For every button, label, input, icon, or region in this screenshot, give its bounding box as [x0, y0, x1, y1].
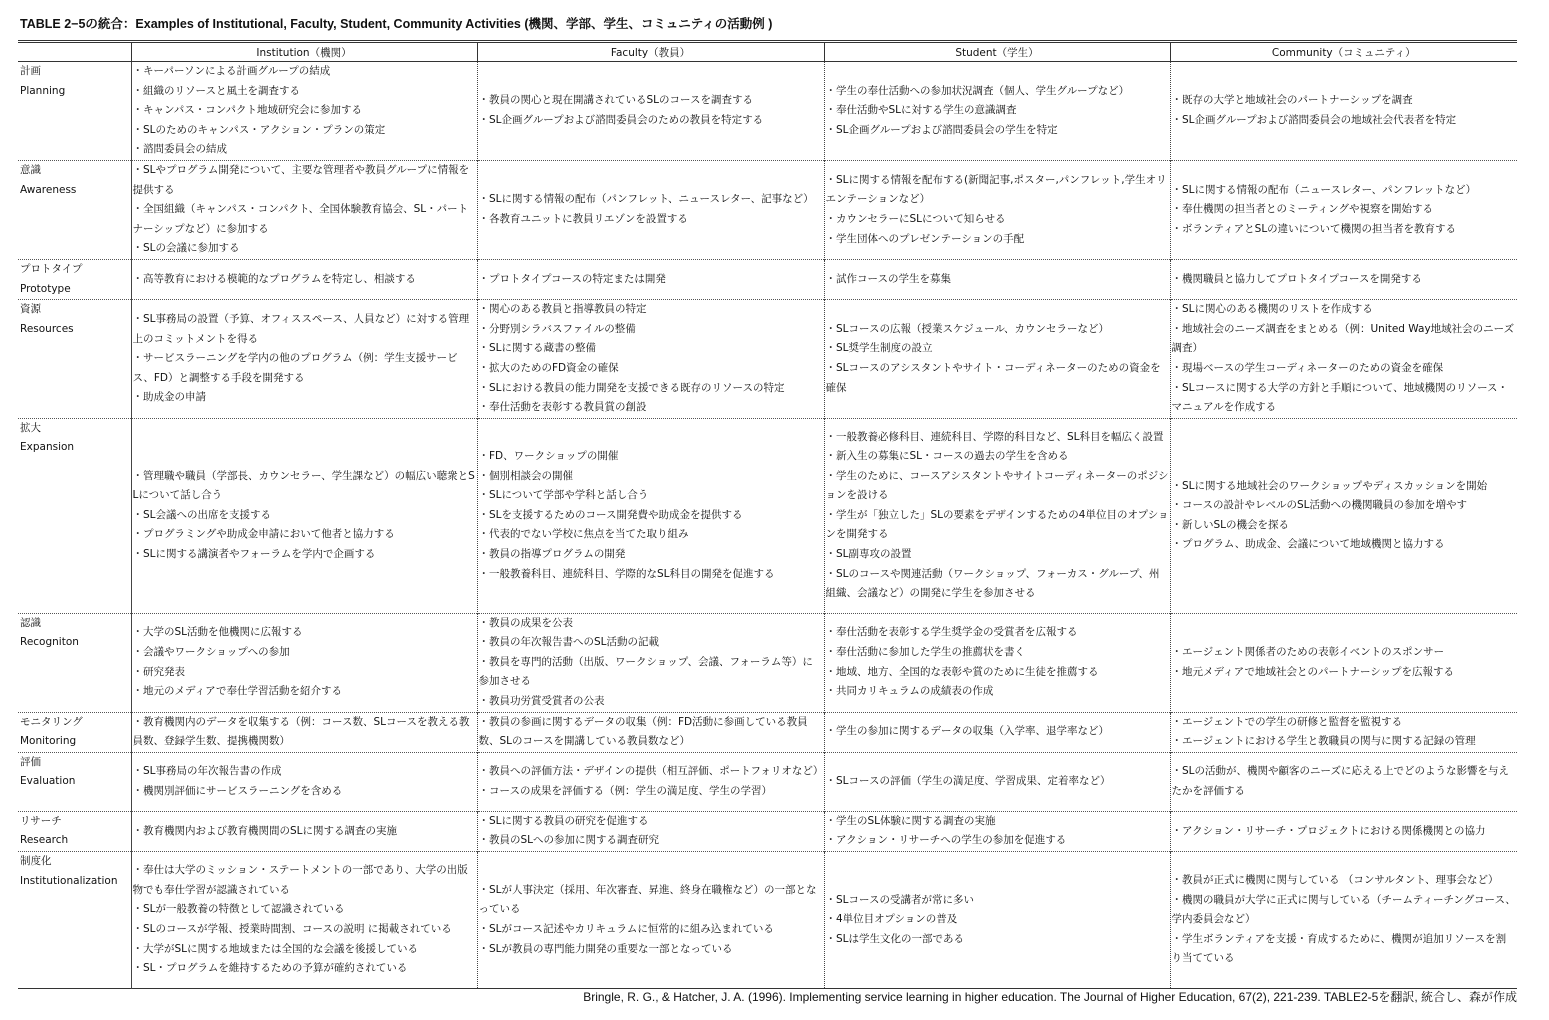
- table-row: [18, 300, 1517, 419]
- activity-item: ・エージェントでの学生の研修と監督を監視する: [1171, 715, 1403, 728]
- activity-item: ・機関職員と協力してプロトタイプコースを開発する: [1171, 272, 1422, 285]
- category-english: Research: [20, 834, 69, 847]
- activity-item: ・SLに関する情報の配布（ニュースレター、パンフレットなど）: [1171, 183, 1477, 196]
- activity-item: ・4単位目オプションの普及: [825, 913, 958, 926]
- table-row: [18, 852, 1517, 989]
- activity-item: ・奉仕機関の担当者とのミーティングや視察を開始する: [1171, 203, 1433, 216]
- community-cell: [1170, 712, 1517, 752]
- category-cell: [18, 418, 131, 613]
- activity-item: ・SLについて学部や学科と話し合う: [478, 489, 649, 502]
- activity-item: ・SL・プログラムを維持するための予算が確約されている: [132, 962, 408, 975]
- activity-item: ・教員の指導プログラムの開発: [478, 548, 626, 561]
- category-japanese: 計画: [20, 65, 41, 77]
- activity-item: ・学生のSL体験に関する調査の実施: [825, 814, 996, 827]
- activity-item: ・SL企画グループおよび諮問委員会の学生を特定: [825, 123, 1058, 136]
- table-row: [18, 418, 1517, 613]
- activity-item: ・SLに関する教員の研究を促進する: [478, 814, 649, 827]
- faculty-cell: [477, 811, 824, 851]
- activity-item: ・教員の成果を公表: [478, 616, 573, 629]
- faculty-cell: [477, 418, 824, 613]
- header-category: [18, 42, 131, 62]
- student-cell: [824, 613, 1170, 712]
- community-cell: [1170, 160, 1517, 259]
- category-english: Prototype: [20, 282, 71, 295]
- activity-item: ・SLが教員の専門能力開発の重要な一部となっている: [478, 942, 733, 955]
- activity-item: ・エージェントにおける学生と教職員の関与に関する記録の管理: [1171, 735, 1476, 748]
- institution-cell: [131, 752, 477, 811]
- activity-item: ・SLに関する地域社会のワークショップやディスカッションを開始: [1171, 479, 1488, 492]
- student-cell: [824, 712, 1170, 752]
- source-citation: Bringle, R. G., & Hatcher, J. A. (1996). Implementing service learning in higher education. The Journal of Higher Education, 67(2), 221-239. TABLE2-5を翻訳, 統合し、森が作成: [583, 990, 1517, 1004]
- activity-item: ・新入生の募集にSL・コースの過去の学生を含める: [825, 450, 1069, 463]
- category-cell: [18, 62, 131, 161]
- category-japanese: 認識: [20, 616, 41, 629]
- community-cell: [1170, 62, 1517, 161]
- table-row: [18, 160, 1517, 259]
- activity-item: ・SL副専攻の設置: [825, 548, 912, 561]
- activity-item: ・SLの活動が、機関や顧客のニーズに応える上でどのような影響を与えたかを評価する: [1171, 765, 1509, 797]
- category-english: Resources: [20, 322, 74, 335]
- activity-item: ・エージェント関係者のための表彰イベントのスポンサー: [1171, 646, 1445, 659]
- activity-item: ・FD、ワークショップの開催: [478, 450, 619, 463]
- table-title: TABLE 2−5の統合：Examples of Institutional, Faculty, Student, Community Activities (機関、学部、学生、コミュニティの活動例 ): [20, 17, 773, 31]
- activity-item: ・代表的でない学校に焦点を当てた取り組み: [478, 528, 689, 541]
- activity-item: ・学生団体へのプレゼンテーションの手配: [825, 232, 1025, 245]
- community-cell: [1170, 613, 1517, 712]
- community-cell: [1170, 752, 1517, 811]
- activity-item: ・SLが人事決定（採用、年次審査、昇進、終身在職権など）の一部となっている: [478, 883, 817, 916]
- student-cell: [824, 852, 1170, 989]
- activity-item: ・地域、地方、全国的な表彰や賞のために生徒を推薦する: [825, 665, 1099, 678]
- activity-item: ・SL奨学生制度の設立: [825, 342, 933, 355]
- faculty-cell: [477, 752, 824, 811]
- category-japanese: 拡大: [20, 421, 41, 434]
- activity-item: ・助成金の申請: [132, 391, 206, 404]
- faculty-cell: [477, 613, 824, 712]
- category-cell: [18, 259, 131, 299]
- institution-cell: [131, 852, 477, 989]
- activity-item: ・SLに関する講演者やフォーラムを学内で企画する: [132, 548, 376, 561]
- activity-item: ・カウンセラーにSLについて知らせる: [825, 212, 1006, 225]
- table-row: [18, 259, 1517, 299]
- activity-item: ・SLコースの受講者が常に多い: [825, 893, 974, 906]
- activity-item: ・機関別評価にサービスラーニングを含める: [132, 784, 343, 797]
- category-cell: [18, 160, 131, 259]
- activity-item: ・奉仕活動を表彰する教員賞の創設: [478, 401, 647, 414]
- institution-cell: [131, 418, 477, 613]
- activity-item: ・新しいSLの機会を探る: [1171, 518, 1290, 531]
- activity-item: ・SLに関心のある機関のリストを作成する: [1171, 303, 1373, 316]
- community-cell: [1170, 300, 1517, 419]
- activity-item: ・教員功労賞受賞者の公表: [478, 695, 605, 708]
- table-row: [18, 712, 1517, 752]
- category-cell: [18, 752, 131, 811]
- activity-item: ・試作コースの学生を募集: [825, 272, 951, 285]
- institution-cell: [131, 613, 477, 712]
- category-japanese: 資源: [20, 303, 41, 316]
- activity-item: ・組織のリソースと風土を調査する: [132, 84, 300, 97]
- activity-item: ・SLがコース記述やカリキュラムに恒常的に組み込まれている: [478, 923, 774, 936]
- activity-item: ・拡大のためのFD資金の確保: [478, 361, 619, 374]
- activity-item: ・管理職や職員（学部長、カウンセラー、学生課など）の幅広い聴衆とSLについて話し合う: [132, 469, 475, 502]
- activity-item: ・奉仕は大学のミッション・ステートメントの一部であり、大学の出版物でも奉仕学習が認識されている: [132, 864, 468, 896]
- category-japanese: モニタリング: [20, 715, 83, 728]
- activity-item: ・各教育ユニットに教員リエゾンを設置する: [478, 212, 688, 225]
- table-body: [18, 62, 1517, 989]
- activity-item: ・SLにおける教員の能力開発を支援できる既存のリソースの特定: [478, 381, 785, 394]
- activities-table: [18, 40, 1517, 989]
- activities-table-wrapper: [18, 40, 1517, 989]
- header-faculty: Faculty（教員）: [477, 42, 824, 62]
- activity-item: ・教員への評価方法・デザインの提供（相互評価、ポートフォリオなど）: [478, 765, 824, 778]
- category-english: Recogniton: [20, 636, 79, 649]
- category-english: Institutionalization: [20, 874, 118, 887]
- activity-item: ・SLコースの広報（授業スケジュール、カウンセラーなど）: [825, 322, 1110, 335]
- activity-item: ・ボランティアとSLの違いについて機関の担当者を教育する: [1171, 222, 1456, 235]
- activity-item: ・教員のSLへの参加に関する調査研究: [478, 834, 660, 847]
- activity-item: ・コースの設計やレベルのSL活動への機関職員の参加を増やす: [1171, 499, 1467, 512]
- header-institution: Institution（機関）: [131, 42, 477, 62]
- category-japanese: 意識: [20, 163, 41, 176]
- activity-item: ・会議やワークショップへの参加: [132, 646, 290, 659]
- activity-item: ・教員の参画に関するデータの収集（例：FD活動に参画している教員数、SLのコースを開講している教員数など）: [478, 715, 808, 748]
- activity-item: ・SL企画グループおよび諮問委員会のための教員を特定する: [478, 113, 764, 126]
- category-english: Awareness: [20, 183, 77, 196]
- activity-item: ・教員の年次報告書へのSL活動の記載: [478, 636, 660, 649]
- table-row: [18, 752, 1517, 811]
- institution-cell: [131, 712, 477, 752]
- header-community: Community（コミュニティ）: [1170, 42, 1517, 62]
- activity-item: ・奉仕活動に参加した学生の推薦状を書く: [825, 646, 1025, 659]
- student-cell: [824, 752, 1170, 811]
- activity-item: ・学生ボランティアを支援・育成するために、機関が追加リソースを割り当てている: [1171, 932, 1507, 965]
- category-english: Expansion: [20, 441, 75, 454]
- activity-item: ・SL事務局の設置（予算、オフィススペース、人員など）に対する管理上のコミットメントを得る: [132, 312, 470, 345]
- activity-item: ・共同カリキュラムの成績表の作成: [825, 685, 994, 698]
- faculty-cell: [477, 62, 824, 161]
- faculty-cell: [477, 712, 824, 752]
- activity-item: ・SLコースのアシスタントやサイト・コーディネーターのための資金を確保: [825, 361, 1161, 394]
- activity-item: ・SLに関する情報を配布する(新聞記事,ポスター,パンフレット,学生オリエンテーションなど）: [825, 173, 1167, 206]
- faculty-cell: [477, 160, 824, 259]
- activity-item: ・コースの成果を評価する（例：学生の満足度、学生の学習）: [478, 784, 772, 797]
- student-cell: [824, 811, 1170, 851]
- activity-item: ・諮問委員会の結成: [132, 143, 227, 156]
- activity-item: ・SLを支援するためのコース開発費や助成金を提供する: [478, 508, 743, 521]
- category-cell: [18, 811, 131, 851]
- activity-item: ・大学のSL活動を他機関に広報する: [132, 626, 303, 639]
- activity-item: ・SLに関する蔵書の整備: [478, 342, 597, 355]
- header-student: Student（学生）: [824, 42, 1170, 62]
- activity-item: ・SLのコースが学報、授業時間割、コースの説明 に掲載されている: [132, 923, 452, 936]
- activity-item: ・分野別シラバスファイルの整備: [478, 322, 636, 335]
- table-row: [18, 613, 1517, 712]
- institution-cell: [131, 160, 477, 259]
- activity-item: ・教員を専門的活動（出版、ワークショップ、会議、フォーラム等）に参加させる: [478, 655, 813, 688]
- category-cell: [18, 613, 131, 712]
- header-row: [18, 42, 1517, 62]
- activity-item: ・高等教育における模範的なプログラムを特定し、相談する: [132, 272, 416, 285]
- activity-item: ・教員の関心と現在開講されているSLのコースを調査する: [478, 94, 753, 107]
- activity-item: ・学生の奉仕活動への参加状況調査（個人、学生グループなど）: [825, 84, 1130, 97]
- activity-item: ・SL企画グループおよび諮問委員会の地域社会代表者を特定: [1171, 113, 1457, 126]
- student-cell: [824, 300, 1170, 419]
- activity-item: ・キャンパス・コンパクト地域研究会に参加する: [132, 104, 363, 117]
- faculty-cell: [477, 300, 824, 419]
- activity-item: ・既存の大学と地域社会のパートナーシップを調査: [1171, 94, 1413, 107]
- activity-item: ・SLのためのキャンパス・アクション・プランの策定: [132, 123, 386, 136]
- category-english: Planning: [20, 84, 66, 97]
- activity-item: ・SL会議への出席を支援する: [132, 508, 272, 521]
- community-cell: [1170, 259, 1517, 299]
- activity-item: ・アクション・リサーチ・プロジェクトにおける関係機関との協力: [1171, 824, 1486, 837]
- activity-item: ・一般教養科目、連続科目、学際的なSL科目の開発を促進する: [478, 567, 775, 580]
- institution-cell: [131, 300, 477, 419]
- activity-item: ・SLのコースや関連活動（ワークショップ、フォーカス・グループ、州組織、会議など）の開発に学生を参加させる: [825, 567, 1160, 600]
- activity-item: ・地元のメディアで奉仕学習活動を紹介する: [132, 685, 342, 698]
- student-cell: [824, 62, 1170, 161]
- category-japanese: 評価: [20, 755, 41, 768]
- activity-item: ・SL事務局の年次報告書の作成: [132, 765, 282, 778]
- activity-item: ・地元メディアで地域社会とのパートナーシップを広報する: [1171, 665, 1455, 678]
- activity-item: ・サービスラーニングを学内の他のプログラム（例：学生支援サービス、FD）と調整する手段を開発する: [132, 352, 458, 384]
- student-cell: [824, 160, 1170, 259]
- activity-item: ・地域社会のニーズ調査をまとめる（例：United Way地域社会のニーズ調査）: [1171, 322, 1515, 355]
- student-cell: [824, 418, 1170, 613]
- activity-item: ・奉仕活動を表彰する学生奨学金の受賞者を広報する: [825, 626, 1078, 639]
- activity-item: ・教員が正式に機関に関与している （コンサルタント、理事会など）: [1171, 874, 1499, 887]
- table-row: [18, 62, 1517, 161]
- institution-cell: [131, 259, 477, 299]
- category-english: Monitoring: [20, 735, 77, 748]
- activity-item: ・アクション・リサーチへの学生の参加を促進する: [825, 834, 1067, 847]
- community-cell: [1170, 852, 1517, 989]
- activity-item: ・機関の職員が大学に正式に関与している（チームティーチングコース、学内委員会など）: [1171, 893, 1516, 926]
- activity-item: ・学生のために、コースアシスタントやサイトコーディネーターのポジションを設ける: [825, 469, 1169, 502]
- activity-item: ・個別相談会の開催: [478, 469, 573, 482]
- category-english: Evaluation: [20, 775, 76, 788]
- activity-item: ・プロトタイプコースの特定または開発: [478, 272, 666, 285]
- category-cell: [18, 712, 131, 752]
- activity-item: ・SLやプログラム開発について、主要な管理者や教員グループに情報を提供する: [132, 163, 470, 196]
- community-cell: [1170, 418, 1517, 613]
- activity-item: ・SLの会議に参加する: [132, 242, 240, 255]
- activity-item: ・プログラミングや助成金申請において他者と協力する: [132, 528, 395, 541]
- institution-cell: [131, 62, 477, 161]
- activity-item: ・教育機関内のデータを収集する（例：コース数、SLコースを教える教員数、登録学生数、提携機関数）: [132, 715, 470, 748]
- activity-item: ・キーパーソンによる計画グループの結成: [132, 65, 331, 77]
- institution-cell: [131, 811, 477, 851]
- faculty-cell: [477, 852, 824, 989]
- activity-item: ・一般教養必修科目、連続科目、学際的科目など、SL科目を幅広く設置: [825, 430, 1164, 443]
- activity-item: ・SLコースに関する大学の方針と手順について、地域機関のリソース・マニュアルを作成する: [1171, 381, 1509, 414]
- activity-item: ・奉仕活動やSLに対する学生の意識調査: [825, 104, 1017, 117]
- activity-item: ・教育機関内および教育機関間のSLに関する調査の実施: [132, 824, 398, 837]
- community-cell: [1170, 811, 1517, 851]
- faculty-cell: [477, 259, 824, 299]
- activity-item: ・SLが一般教養の特徴として認識されている: [132, 903, 345, 916]
- activity-item: ・学生が「独立した」SLの要素をデザインするための4単位目のオプションを開発する: [825, 508, 1169, 541]
- activity-item: ・全国組織（キャンパス・コンパクト、全国体験教育協会、SL・パートナーシップなど）に参加する: [132, 203, 469, 235]
- activity-item: ・現場ベースの学生コーディネーターのための資金を確保: [1171, 361, 1444, 374]
- student-cell: [824, 259, 1170, 299]
- activity-item: ・大学がSLに関する地域または全国的な会議を後援している: [132, 942, 419, 955]
- category-japanese: 制度化: [20, 855, 52, 868]
- activity-item: ・SLは学生文化の一部である: [825, 932, 965, 945]
- category-cell: [18, 300, 131, 419]
- category-japanese: リサーチ: [20, 814, 62, 827]
- category-cell: [18, 852, 131, 989]
- activity-item: ・SLコースの評価（学生の満足度、学習成果、定着率など）: [825, 775, 1111, 788]
- activity-item: ・プログラム、助成金、会議について地域機関と協力する: [1171, 538, 1445, 551]
- activity-item: ・学生の参加に関するデータの収集（入学率、退学率など）: [825, 725, 1109, 738]
- table-row: [18, 811, 1517, 851]
- activity-item: ・関心のある教員と指導教員の特定: [478, 303, 647, 316]
- activity-item: ・SLに関する情報の配布（パンフレット、ニュースレター、記事など）: [478, 193, 814, 206]
- category-japanese: プロトタイプ: [20, 262, 83, 275]
- activity-item: ・研究発表: [132, 665, 185, 678]
